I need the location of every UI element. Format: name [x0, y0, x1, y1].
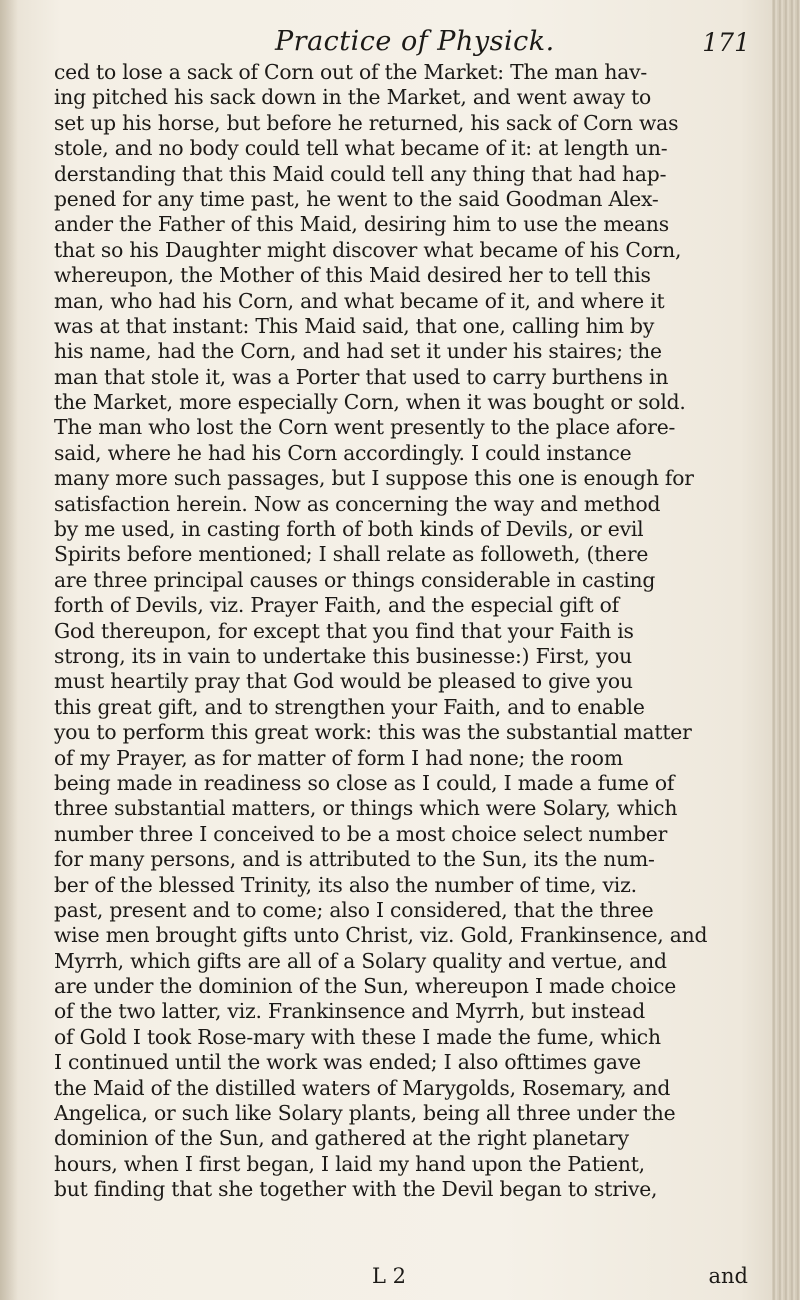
text-line: of the two latter, viz. Frankinsence and Myrrh, but instead — [54, 999, 645, 1024]
text-line: ber of the blessed Trinity, its also the number of time, viz. — [54, 872, 637, 897]
text-line: man that stole it, was a Porter that used to carry burthens in — [54, 364, 669, 389]
text-line: the Maid of the distilled waters of Marygolds, Rosemary, and — [54, 1075, 671, 1100]
text-line: the Market, more especially Corn, when it was bought or sold. — [54, 390, 686, 415]
text-line: whereupon, the Mother of this Maid desired her to tell this — [54, 263, 651, 288]
running-title: Practice of Physick. — [275, 26, 555, 57]
text-line: Spirits before mentioned; I shall relate as followeth, (there — [54, 542, 649, 567]
text-line: past, present and to come; also I considered, that the three — [54, 897, 654, 922]
text-line: Angelica, or such like Solary plants, being all three under the — [54, 1101, 676, 1126]
text-line: The man who lost the Corn went presently to the place afore- — [54, 415, 676, 440]
text-line: God thereupon, for except that you find that your Faith is — [54, 618, 634, 643]
catchword: and — [708, 1264, 748, 1288]
text-line: three substantial matters, or things which were Solary, which — [54, 796, 678, 821]
text-line: being made in readiness so close as I could, I made a fume of — [54, 770, 675, 795]
text-line: Myrrh, which gifts are all of a Solary quality and vertue, and — [54, 948, 667, 973]
page-edge — [772, 0, 800, 1300]
text-line: derstanding that this Maid could tell any thing that had hap- — [54, 161, 667, 186]
text-line: was at that instant: This Maid said, that one, calling him by — [54, 313, 655, 338]
text-line: said, where he had his Corn accordingly. I could instance — [54, 440, 632, 465]
text-line: are three principal causes or things considerable in casting — [54, 567, 656, 592]
text-line: number three I conceived to be a most choice select number — [54, 821, 668, 846]
signature-mark: L 2 — [372, 1264, 406, 1288]
text-line: must heartily pray that God would be pleased to give you — [54, 669, 633, 694]
text-line: pened for any time past, he went to the said Goodman Alex- — [54, 186, 659, 211]
text-line: forth of Devils, viz. Prayer Faith, and the especial gift of — [54, 593, 619, 618]
binding-shadow — [0, 0, 18, 1300]
text-line: that so his Daughter might discover what became of his Corn, — [54, 237, 682, 262]
body-text — [54, 60, 766, 1203]
text-line: satisfaction herein. Now as concerning the way and method — [54, 491, 661, 516]
text-line: are under the dominion of the Sun, whereupon I made choice — [54, 974, 677, 999]
text-line: strong, its in vain to undertake this businesse:) First, you — [54, 643, 633, 668]
text-line: hours, when I first began, I laid my hand upon the Patient, — [54, 1151, 645, 1176]
text-line: you to perform this great work: this was the substantial matter — [54, 720, 692, 745]
text-line: but finding that she together with the Devil began to strive, — [54, 1177, 658, 1202]
page-footer — [54, 1264, 766, 1294]
text-line: many more such passages, but I suppose this one is enough for — [54, 466, 694, 491]
text-line: his name, had the Corn, and had set it under his staires; the — [54, 339, 662, 364]
text-line: stole, and no body could tell what became of it: at length un- — [54, 136, 668, 161]
text-line: ced to lose a sack of Corn out of the Market: The man hav- — [54, 60, 648, 84]
text-line: man, who had his Corn, and what became of it, and where it — [54, 288, 665, 313]
text-line: I continued until the work was ended; I also ofttimes gave — [54, 1050, 641, 1075]
text-line: set up his horse, but before he returned, his sack of Corn was — [54, 110, 679, 135]
text-line: by me used, in casting forth of both kinds of Devils, or evil — [54, 517, 644, 542]
text-line: for many persons, and is attributed to the Sun, its the num- — [54, 847, 655, 872]
text-line: this great gift, and to strengthen your Faith, and to enable — [54, 694, 645, 719]
text-line: dominion of the Sun, and gathered at the right planetary — [54, 1126, 629, 1151]
text-line: wise men brought gifts unto Christ, viz. Gold, Frankinsence, and — [54, 923, 708, 948]
text-line: of my Prayer, as for matter of form I had none; the room — [54, 745, 623, 770]
text-line: of Gold I took Rose-mary with these I made the fume, which — [54, 1024, 661, 1049]
page-number: 171 — [702, 28, 750, 57]
text-line: ing pitched his sack down in the Market, and went away to — [54, 85, 652, 110]
text-line: ander the Father of this Maid, desiring him to use the means — [54, 212, 669, 237]
